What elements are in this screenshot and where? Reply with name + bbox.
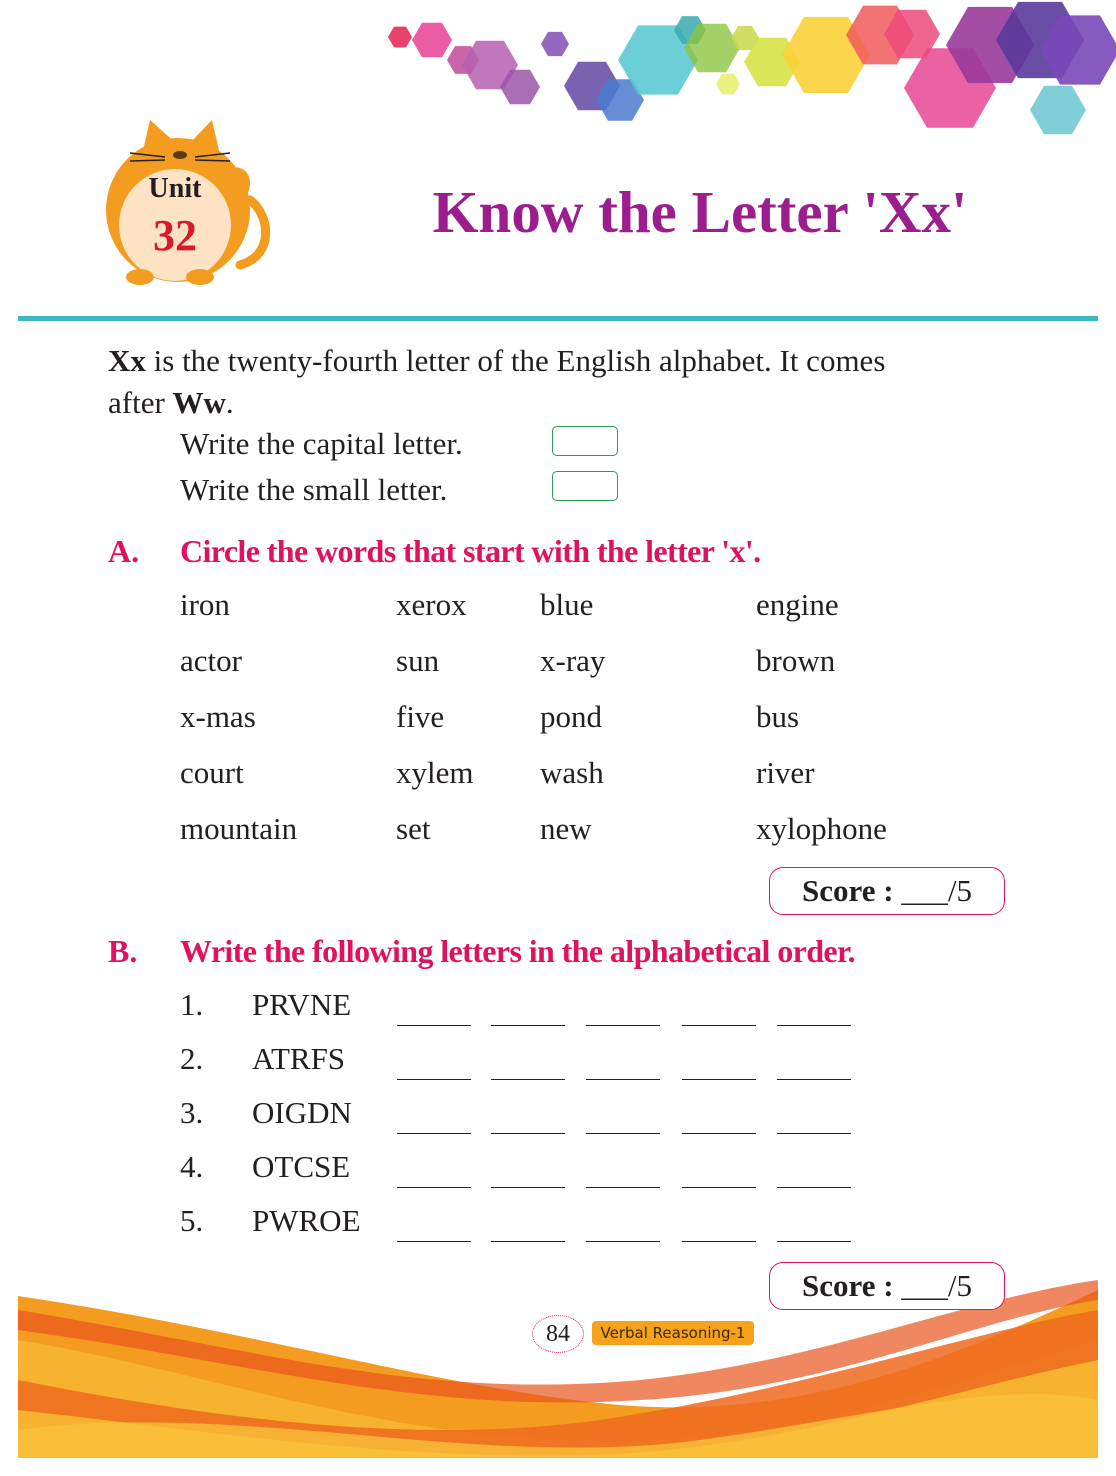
page-number: 84: [532, 1315, 584, 1353]
answer-blank[interactable]: [491, 1187, 565, 1188]
word-item[interactable]: brown: [756, 643, 836, 678]
scrambled-letters: PRVNE: [252, 987, 352, 1022]
answer-blank[interactable]: [397, 1133, 471, 1134]
item-number: 1.: [180, 987, 204, 1022]
write-small-label: Write the small letter.: [180, 472, 448, 507]
answer-blank[interactable]: [777, 1241, 851, 1242]
intro-prev-letter-bold: Ww: [172, 385, 226, 420]
word-item[interactable]: actor: [180, 643, 242, 678]
score-label: Score :: [802, 1268, 894, 1303]
answer-blank[interactable]: [682, 1025, 756, 1026]
word-item[interactable]: x-mas: [180, 699, 256, 734]
answer-blank[interactable]: [777, 1025, 851, 1026]
answer-blank[interactable]: [397, 1187, 471, 1188]
answer-blank[interactable]: [491, 1025, 565, 1026]
answer-blank[interactable]: [777, 1079, 851, 1080]
answer-blank[interactable]: [586, 1079, 660, 1080]
score-label: Score :: [802, 873, 894, 908]
capital-letter-box[interactable]: [552, 426, 618, 456]
word-item[interactable]: court: [180, 755, 244, 790]
answer-blank[interactable]: [397, 1025, 471, 1026]
word-item[interactable]: x-ray: [540, 643, 606, 678]
word-item[interactable]: engine: [756, 587, 839, 622]
unit-number: 32: [153, 211, 197, 260]
page-title: Know the Letter 'Xx': [432, 179, 968, 245]
item-number: 4.: [180, 1149, 204, 1184]
score-value: ___/5: [901, 1268, 972, 1303]
item-number: 3.: [180, 1095, 204, 1130]
scrambled-letters: OIGDN: [252, 1095, 352, 1130]
answer-blank[interactable]: [491, 1133, 565, 1134]
word-item[interactable]: xylem: [396, 755, 474, 790]
word-item[interactable]: xerox: [396, 587, 467, 622]
scrambled-letters: PWROE: [252, 1203, 361, 1238]
answer-blank[interactable]: [586, 1241, 660, 1242]
scrambled-letters: OTCSE: [252, 1149, 351, 1184]
word-item[interactable]: bus: [756, 699, 800, 734]
word-item[interactable]: iron: [180, 587, 230, 622]
small-letter-box[interactable]: [552, 471, 618, 501]
word-item[interactable]: wash: [540, 755, 604, 790]
word-item[interactable]: blue: [540, 587, 594, 622]
answer-blank[interactable]: [491, 1079, 565, 1080]
section-a-instruction: Circle the words that start with the letter 'x'.: [180, 533, 761, 569]
intro-text-3: .: [225, 385, 234, 420]
word-item[interactable]: sun: [396, 643, 440, 678]
write-capital-label: Write the capital letter.: [180, 426, 463, 461]
scrambled-letters: ATRFS: [252, 1041, 346, 1076]
answer-blank[interactable]: [682, 1133, 756, 1134]
answer-blank[interactable]: [777, 1187, 851, 1188]
intro-text-2: after: [108, 385, 173, 420]
unit-label: Unit: [148, 173, 202, 204]
intro-paragraph: [108, 340, 1038, 424]
word-item[interactable]: pond: [540, 699, 602, 734]
answer-blank[interactable]: [397, 1079, 471, 1080]
book-name-tag: Verbal Reasoning-1: [592, 1321, 754, 1345]
section-a-score-box: [769, 867, 1005, 915]
word-item[interactable]: xylophone: [756, 811, 887, 846]
answer-blank[interactable]: [397, 1241, 471, 1242]
answer-blank[interactable]: [682, 1079, 756, 1080]
answer-blank[interactable]: [777, 1133, 851, 1134]
answer-blank[interactable]: [586, 1025, 660, 1026]
intro-text-1: is the twenty-fourth letter of the English alphabet. It comes: [145, 343, 886, 378]
intro-letter-bold: Xx: [108, 343, 146, 378]
answer-blank[interactable]: [682, 1241, 756, 1242]
word-item[interactable]: river: [756, 755, 815, 790]
score-value: ___/5: [901, 873, 972, 908]
section-b-instruction: Write the following letters in the alphabetical order.: [180, 933, 856, 969]
title-divider: [18, 316, 1098, 321]
word-item[interactable]: five: [396, 699, 445, 734]
answer-blank[interactable]: [586, 1187, 660, 1188]
item-number: 2.: [180, 1041, 204, 1076]
answer-blank[interactable]: [682, 1187, 756, 1188]
word-item[interactable]: new: [540, 811, 592, 846]
section-b-letter: B.: [108, 933, 138, 969]
word-item[interactable]: set: [396, 811, 431, 846]
answer-blank[interactable]: [491, 1241, 565, 1242]
section-a-letter: A.: [108, 533, 140, 569]
item-number: 5.: [180, 1203, 204, 1238]
word-item[interactable]: mountain: [180, 811, 298, 846]
answer-blank[interactable]: [586, 1133, 660, 1134]
section-b-score-box: [769, 1262, 1005, 1310]
